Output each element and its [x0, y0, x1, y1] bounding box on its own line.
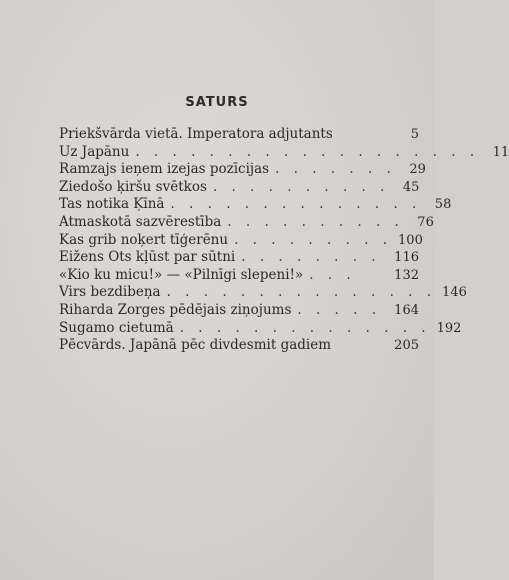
toc-entry: [59, 267, 419, 285]
toc-leader-dots: . . .: [309, 266, 356, 283]
toc-entry-title: Eižens Ots kļūst par sūtni: [59, 249, 236, 266]
toc-entry-title: Priekšvārda vietā. Imperatora adjutants: [59, 126, 333, 142]
toc-entry-page-number: 132: [394, 267, 419, 283]
toc-entry: [59, 179, 419, 197]
toc-entry-title: Ramzajs ieņem izejas pozīcijas: [59, 161, 270, 178]
toc-entry-title: Uz Japānu: [59, 143, 130, 160]
toc-entry: [59, 126, 419, 144]
toc-entry-title: Riharda Zorges pēdējais ziņojums: [59, 301, 292, 318]
table-of-contents: [59, 126, 509, 355]
toc-leader-dots: . . . . . . . . . .: [212, 178, 390, 195]
toc-leader-dots: . . . . . . . . . . . . . . .: [166, 284, 437, 301]
toc-entry: [59, 231, 423, 250]
toc-entry: [59, 337, 419, 355]
toc-entry-page-number: 58: [434, 197, 452, 213]
toc-entry-page-number: 100: [398, 232, 423, 248]
toc-leader-dots: . . . . . . .: [275, 161, 396, 178]
toc-leader-dots: . . . . . . . . . . . . . . . . . . .: [135, 143, 480, 160]
toc-entry-title: Atmaskotā sazvērestība: [59, 213, 222, 230]
toc-entry: [59, 249, 419, 267]
toc-leader-dots: . . . . . . . . . . . . . .: [170, 196, 422, 213]
toc-entry-page-number: 76: [417, 214, 434, 230]
toc-entry: [59, 196, 452, 214]
toc-entry-page-number: 29: [409, 162, 426, 178]
toc-entry-title: Virs bezdibeņa: [59, 284, 161, 301]
toc-entry: [59, 161, 426, 179]
toc-entry-page-number: 116: [394, 250, 419, 266]
toc-entry: [59, 302, 419, 320]
toc-leader-dots: . . . . . . . . . .: [227, 213, 404, 230]
toc-entry-page-number: 11: [492, 144, 509, 160]
toc-leader-dots: . . . . . . . . . . . . . .: [179, 319, 431, 336]
toc-entry-title: «Kio ku micu!» — «Pilnīgi slepeni!»: [59, 266, 304, 283]
toc-entry: [59, 213, 434, 232]
toc-entry-title: Kas grib noķert tīģerēnu: [59, 231, 229, 248]
toc-entry-page-number: 146: [442, 285, 467, 301]
toc-entry-title: Tas notika Ķīnā: [59, 196, 165, 213]
toc-entry: [59, 284, 467, 302]
page-title: SATURS: [185, 95, 249, 110]
toc-entry: [59, 143, 509, 162]
toc-entry-page-number: 45: [402, 179, 420, 195]
toc-entry-title: Sugamo cietumā: [59, 319, 174, 336]
toc-leader-dots: . . . . . . . .: [241, 249, 381, 266]
toc-entry-page-number: 164: [394, 302, 419, 318]
toc-entry-page-number: 192: [436, 320, 462, 336]
toc-entry-title: Ziedošo ķiršu svētkos: [59, 178, 207, 195]
toc-entry-page-number: 205: [394, 338, 419, 354]
toc-entry: [59, 319, 462, 338]
toc-entry-title: Pēcvārds. Japānā pēc divdesmit gadiem: [59, 337, 332, 354]
toc-leader-dots: . . . . . . . . .: [234, 231, 393, 248]
toc-leader-dots: . . . . .: [297, 301, 381, 318]
toc-entry-page-number: 5: [410, 127, 419, 142]
